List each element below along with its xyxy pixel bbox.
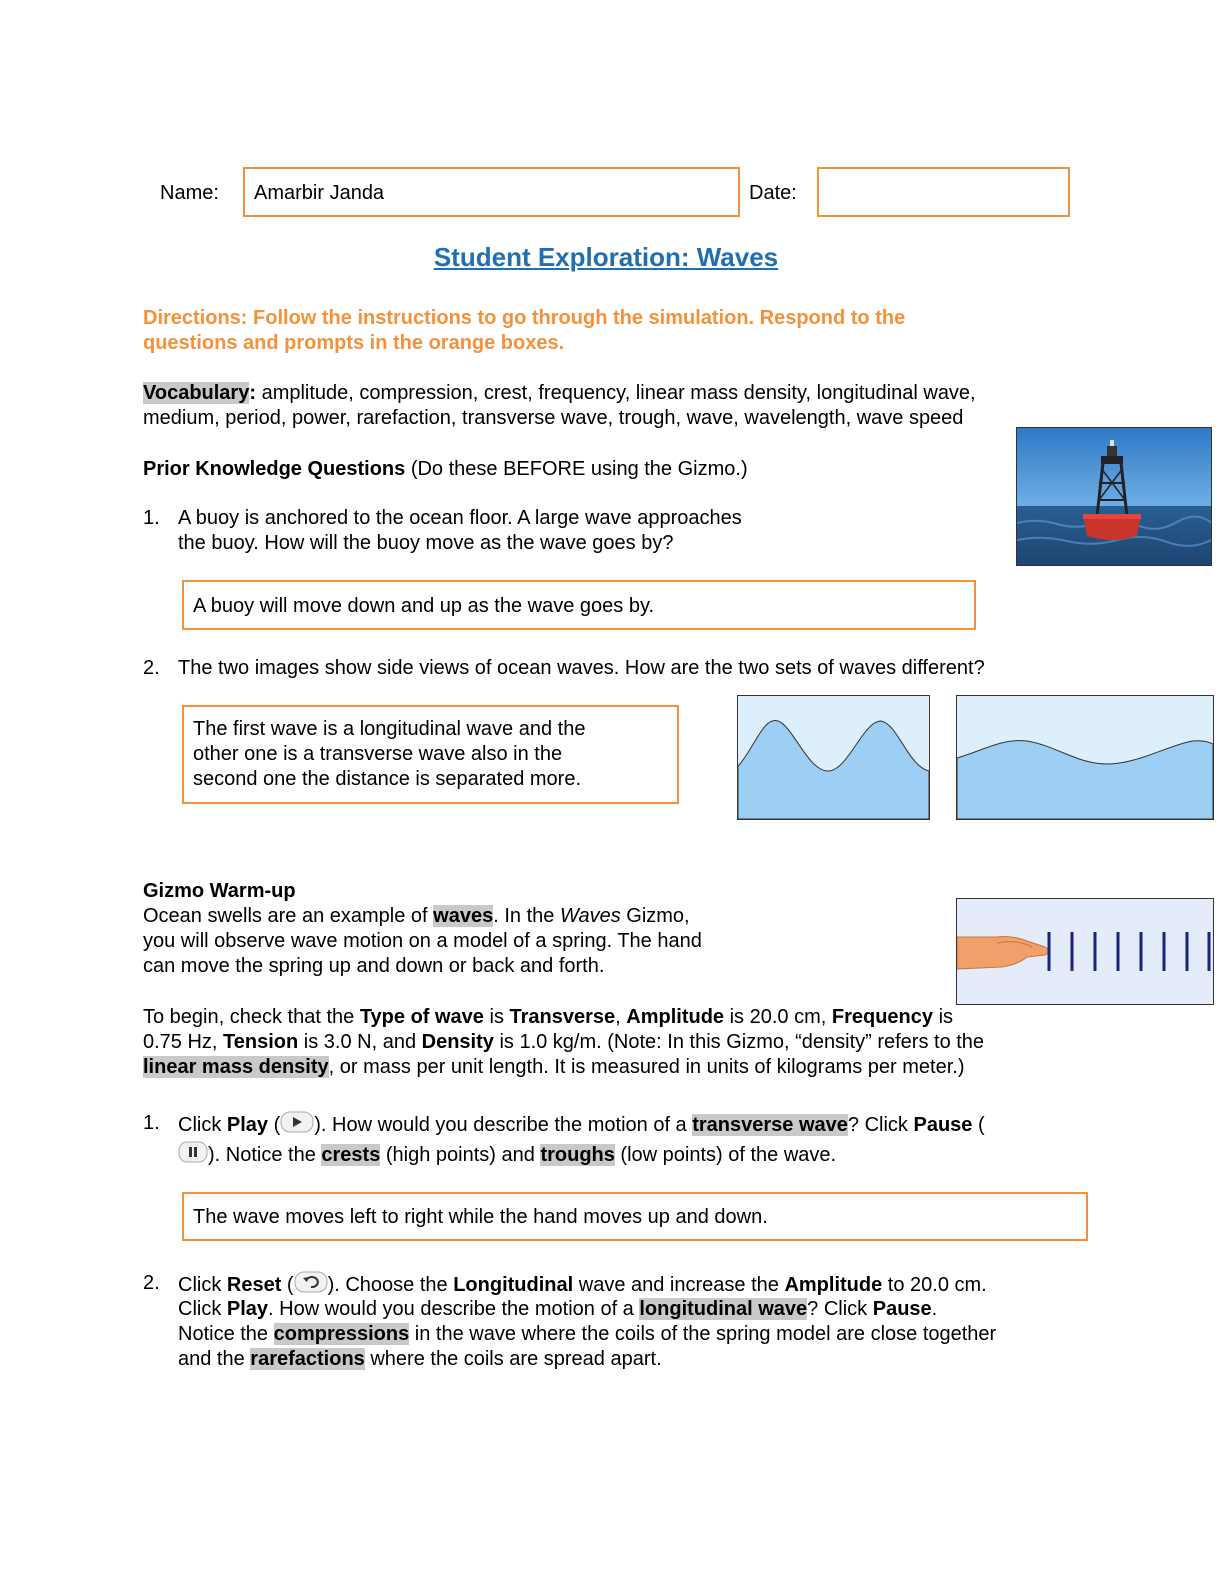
q2-text-l4a: and the <box>178 1348 251 1370</box>
warmup-q2-line-2 <box>178 1297 937 1322</box>
warmup-q2-line-4 <box>178 1347 662 1372</box>
warmup-q1-answer-box[interactable] <box>182 1192 1088 1241</box>
q2-text-l3a: Notice the <box>178 1323 274 1345</box>
term-waves: waves <box>433 905 494 927</box>
play-icon[interactable] <box>280 1111 314 1140</box>
warmup-p2-line-2 <box>143 1030 984 1055</box>
term-compressions: compressions <box>273 1323 410 1345</box>
warmup-q1-number: 1. <box>143 1112 160 1134</box>
warmup-q1-line-2 <box>178 1141 836 1170</box>
name-field[interactable] <box>243 167 740 217</box>
pk-q2-answer-box[interactable] <box>182 705 679 804</box>
q2-text-a: Click <box>178 1273 227 1296</box>
warmup-heading: Gizmo Warm-up <box>143 880 296 902</box>
warmup-p1-line-3: can move the spring up and down or back and forth. <box>143 955 605 977</box>
q2-text-f: wave and increase the <box>573 1273 785 1296</box>
name-value: Amarbir Janda <box>254 182 385 204</box>
term-troughs: troughs <box>540 1143 615 1166</box>
term-transverse-wave: transverse wave <box>692 1113 848 1136</box>
date-field[interactable] <box>817 167 1070 217</box>
page-title[interactable]: Student Exploration: Waves <box>433 242 779 272</box>
buoy-illustration <box>1017 428 1212 566</box>
p2-text-i: is <box>933 1006 954 1028</box>
q1-text-c: ( <box>268 1113 281 1136</box>
p2-text-l2a: 0.75 Hz, <box>143 1031 224 1053</box>
pk-q1-answer: A buoy will move down and up as the wave goes by. <box>193 595 655 617</box>
pk-q2-answer-line-1: The first wave is a longitudinal wave and the <box>193 718 586 740</box>
p2-transverse: Transverse <box>509 1006 616 1028</box>
pk-q2-line-1: The two images show side views of ocean waves. How are the two sets of waves different? <box>178 657 985 679</box>
q2-pause-label: Pause <box>872 1298 932 1320</box>
warmup-q2-line-3 <box>178 1322 996 1347</box>
vocabulary-terms-2: medium, period, power, rarefaction, transverse wave, trough, wave, wavelength, wave speed <box>143 407 964 429</box>
q2-text-l2c: . How would you describe the motion of a <box>268 1298 640 1320</box>
warmup-p1-text-e: Gizmo, <box>620 905 690 927</box>
vocabulary-terms-1: amplitude, compression, crest, frequency, linear mass density, longitudinal wave, <box>256 382 976 404</box>
p2-text-c: is <box>483 1006 510 1028</box>
q1-text-l2e: (low points) of the wave. <box>614 1143 837 1166</box>
warmup-p1-line-2: you will observe wave motion on a model of a spring. The hand <box>143 930 702 952</box>
q1-text-h: ( <box>972 1113 985 1136</box>
warmup-p1-text-c: . In the <box>493 905 560 927</box>
prior-knowledge-title: Prior Knowledge Questions <box>143 458 406 480</box>
wave-image-1 <box>737 695 930 820</box>
warmup-q1-line-1 <box>178 1111 985 1140</box>
warmup-p1-text-a: Ocean swells are an example of <box>143 905 434 927</box>
pk-q1-answer-box[interactable] <box>182 580 976 630</box>
pk-q2-answer-line-2: other one is a transverse wave also in the <box>193 743 563 765</box>
q1-text-l2c: (high points) and <box>380 1143 541 1166</box>
hand-spring-illustration <box>957 899 1213 1004</box>
q2-play-label: Play <box>226 1298 269 1320</box>
vocabulary-line-1 <box>143 381 976 406</box>
warmup-p2-line-3 <box>143 1055 964 1080</box>
name-label: Name: <box>160 182 219 204</box>
p2-amplitude: Amplitude <box>626 1006 725 1028</box>
q1-text-a: Click <box>178 1113 227 1136</box>
spring-hand-image <box>956 898 1214 1005</box>
pk-q1-line-2: the buoy. How will the buoy move as the wave goes by? <box>178 532 674 554</box>
q2-text-h: to 20.0 cm. <box>882 1273 987 1296</box>
pk-q1-line-1: A buoy is anchored to the ocean floor. A large wave approaches <box>178 507 742 529</box>
pk-q2-number: 2. <box>143 657 160 679</box>
buoy-photo <box>1016 427 1212 566</box>
q1-play-label: Play <box>226 1113 269 1136</box>
warmup-q2-line-1 <box>178 1271 987 1300</box>
p2-text-e: , <box>615 1006 627 1028</box>
directions-line-2: questions and prompts in the orange boxes. <box>143 332 565 354</box>
q1-text-l2a: ). Notice the <box>208 1143 322 1166</box>
warmup-p2-line-1 <box>143 1005 953 1030</box>
q2-reset-label: Reset <box>226 1273 282 1296</box>
p2-type-of-wave: Type of wave <box>359 1006 484 1028</box>
warmup-q2-number: 2. <box>143 1272 160 1294</box>
warmup-p1-line-1 <box>143 904 690 929</box>
q1-pause-label: Pause <box>913 1113 973 1136</box>
pk-q1-number: 1. <box>143 507 160 529</box>
pk-q2-answer-line-3: second one the distance is separated more. <box>193 768 582 790</box>
long-waves-illustration <box>957 696 1213 819</box>
p2-text-a: To begin, check that the <box>143 1006 360 1028</box>
p2-text-l3b: , or mass per unit length. It is measured in units of kilograms per meter.) <box>328 1056 965 1078</box>
p2-density: Density <box>421 1031 494 1053</box>
q2-text-l2g: . <box>931 1298 938 1320</box>
q2-text-d: ). Choose the <box>327 1273 454 1296</box>
q2-text-l2e: ? Click <box>807 1298 873 1320</box>
pause-icon[interactable] <box>178 1141 208 1170</box>
term-rarefactions: rarefactions <box>250 1348 365 1370</box>
vocabulary-colon: : <box>249 382 257 404</box>
wave-image-2 <box>956 695 1214 820</box>
q2-longitudinal: Longitudinal <box>453 1273 574 1296</box>
p2-text-l2e: is 1.0 kg/m. (Note: In this Gizmo, “density” refers to the <box>493 1031 985 1053</box>
p2-tension: Tension <box>223 1031 299 1053</box>
p2-text-l2c: is 3.0 N, and <box>298 1031 422 1053</box>
q1-text-f: ? Click <box>847 1113 914 1136</box>
warmup-p1-gizmo-name: Waves <box>559 905 621 927</box>
vocabulary-label: Vocabulary <box>143 382 250 404</box>
prior-knowledge-note: (Do these BEFORE using the Gizmo.) <box>405 458 748 480</box>
tall-waves-illustration <box>738 696 929 819</box>
directions-line-1: Directions: Follow the instructions to go through the simulation. Respond to the <box>143 307 906 329</box>
term-longitudinal-wave: longitudinal wave <box>639 1298 808 1320</box>
p2-text-g: is 20.0 cm, <box>724 1006 832 1028</box>
date-label: Date: <box>749 182 797 204</box>
q2-text-l2a: Click <box>178 1298 227 1320</box>
prior-knowledge-heading <box>143 457 748 482</box>
reset-icon[interactable] <box>294 1271 328 1300</box>
q2-amplitude: Amplitude <box>784 1273 883 1296</box>
q2-text-l4c: where the coils are spread apart. <box>364 1348 662 1370</box>
term-linear-mass-density: linear mass density <box>143 1056 329 1078</box>
q2-text-l3c: in the wave where the coils of the spring model are close together <box>409 1323 997 1345</box>
date-value <box>819 169 1068 181</box>
q2-text-c: ( <box>281 1273 294 1296</box>
q1-text-d: ). How would you describe the motion of a <box>314 1113 693 1136</box>
p2-frequency: Frequency <box>831 1006 934 1028</box>
term-crests: crests <box>321 1143 381 1166</box>
warmup-q1-answer: The wave moves left to right while the hand moves up and down. <box>193 1206 768 1228</box>
